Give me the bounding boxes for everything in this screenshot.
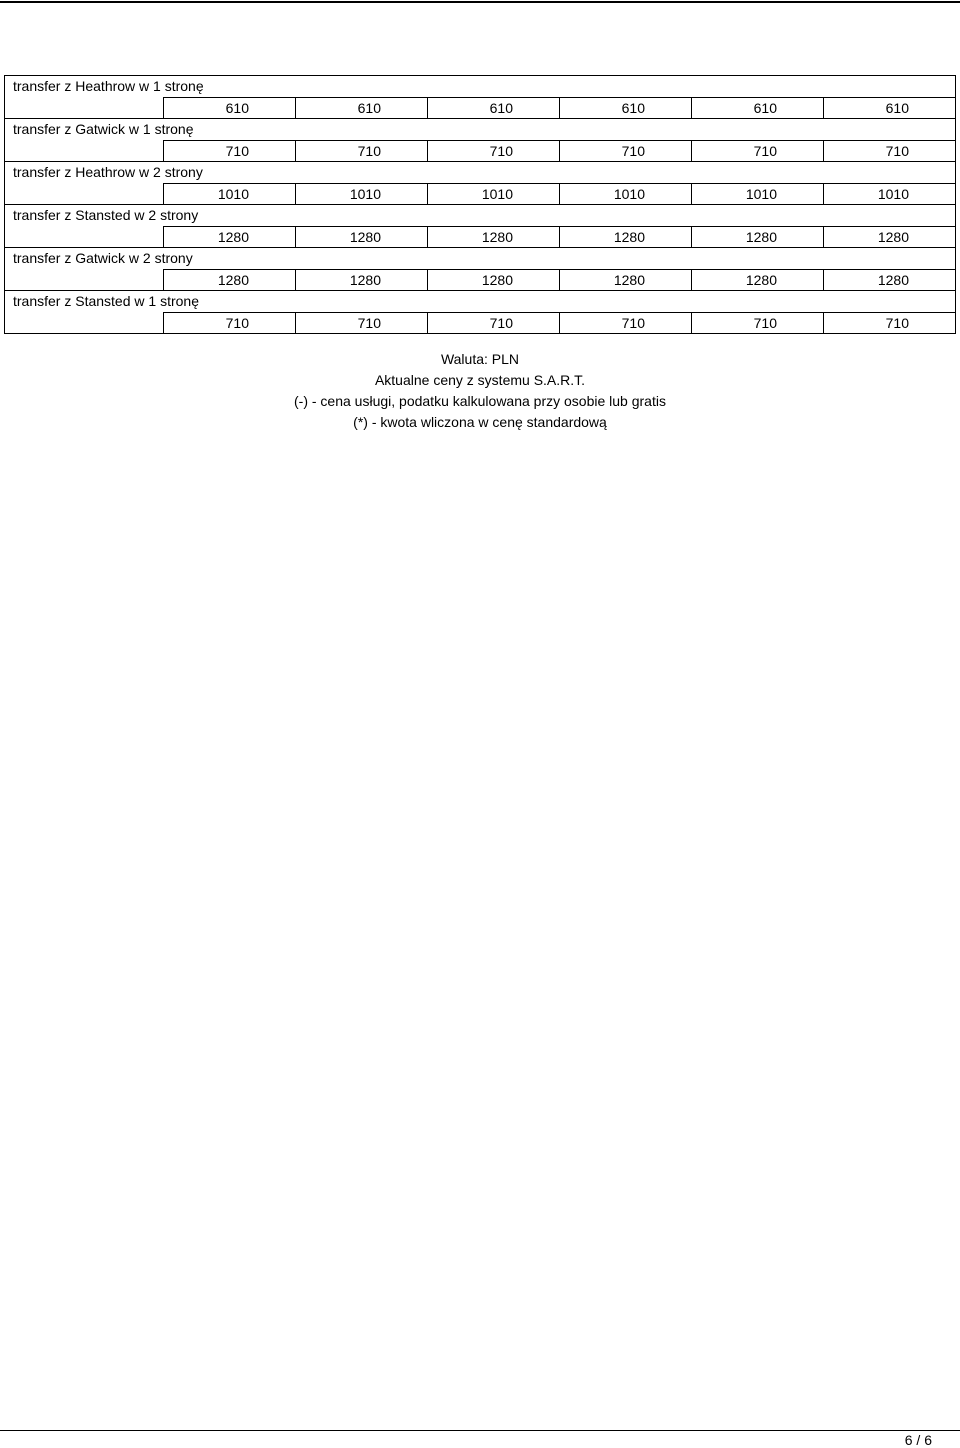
page-number: 6 / 6: [904, 1432, 932, 1448]
price-cell: 1010: [877, 186, 909, 202]
price-cell: 1280: [877, 272, 909, 288]
service-label: transfer z Heathrow w 2 strony: [13, 164, 203, 180]
currency-note: Waluta: PLN: [440, 351, 520, 367]
price-cell: 1280: [692, 270, 824, 290]
price-cell: 1010: [296, 184, 428, 204]
service-row: [5, 119, 955, 162]
price-cell: 1280: [877, 229, 909, 245]
price-cell: 610: [164, 98, 296, 118]
price-cell: 710: [885, 315, 909, 331]
service-row: [5, 205, 955, 248]
price-values: [163, 183, 955, 204]
price-cell: 1280: [692, 227, 824, 247]
price-cell: 1280: [428, 270, 560, 290]
service-label: transfer z Gatwick w 1 stronę: [13, 121, 194, 137]
service-label: transfer z Heathrow w 1 stronę: [13, 78, 204, 94]
price-cell: 1280: [560, 227, 692, 247]
price-cell: 610: [560, 98, 692, 118]
price-cell: 710: [296, 313, 428, 333]
service-label: transfer z Stansted w 2 strony: [13, 207, 199, 223]
price-cell: 710: [428, 141, 560, 161]
price-cell: 1280: [428, 227, 560, 247]
price-cell: 1280: [560, 270, 692, 290]
price-cell: 610: [428, 98, 560, 118]
service-label: transfer z Stansted w 1 stronę: [13, 293, 199, 309]
price-cell: 1280: [164, 227, 296, 247]
price-cell: 710: [885, 143, 909, 159]
price-cell: 1280: [296, 227, 428, 247]
footer-rule: [0, 1430, 960, 1431]
footnotes: [0, 349, 960, 433]
price-cell: 1010: [164, 184, 296, 204]
price-cell: 1280: [164, 270, 296, 290]
price-cell: 610: [692, 98, 824, 118]
price-cell: 710: [296, 141, 428, 161]
price-cell: 710: [692, 141, 824, 161]
price-values: [163, 97, 955, 118]
price-cell: 710: [164, 141, 296, 161]
service-row: [5, 248, 955, 291]
price-values: [163, 140, 955, 161]
price-values: [163, 312, 955, 333]
price-values: [163, 269, 955, 290]
service-label: transfer z Gatwick w 2 strony: [13, 250, 193, 266]
price-cell: 710: [692, 313, 824, 333]
price-cell: 610: [296, 98, 428, 118]
minus-legend-note: (-) - cena usługi, podatku kalkulowana przy osobie lub gratis: [294, 393, 666, 409]
price-cell: 710: [560, 313, 692, 333]
service-row: [5, 291, 955, 334]
source-note: Aktualne ceny z systemu S.A.R.T.: [374, 372, 586, 388]
price-cell: 610: [885, 100, 909, 116]
price-cell: 1280: [296, 270, 428, 290]
service-row: [5, 162, 955, 205]
price-table: [4, 75, 956, 334]
star-legend-note: (*) - kwota wliczona w cenę standardową: [353, 414, 607, 430]
price-cell: 1010: [560, 184, 692, 204]
price-cell: 710: [560, 141, 692, 161]
price-cell: 1010: [428, 184, 560, 204]
price-cell: 710: [164, 313, 296, 333]
price-values: [163, 226, 955, 247]
price-cell: 710: [428, 313, 560, 333]
price-cell: 1010: [692, 184, 824, 204]
top-rule: [0, 1, 960, 3]
service-row: [5, 76, 955, 119]
